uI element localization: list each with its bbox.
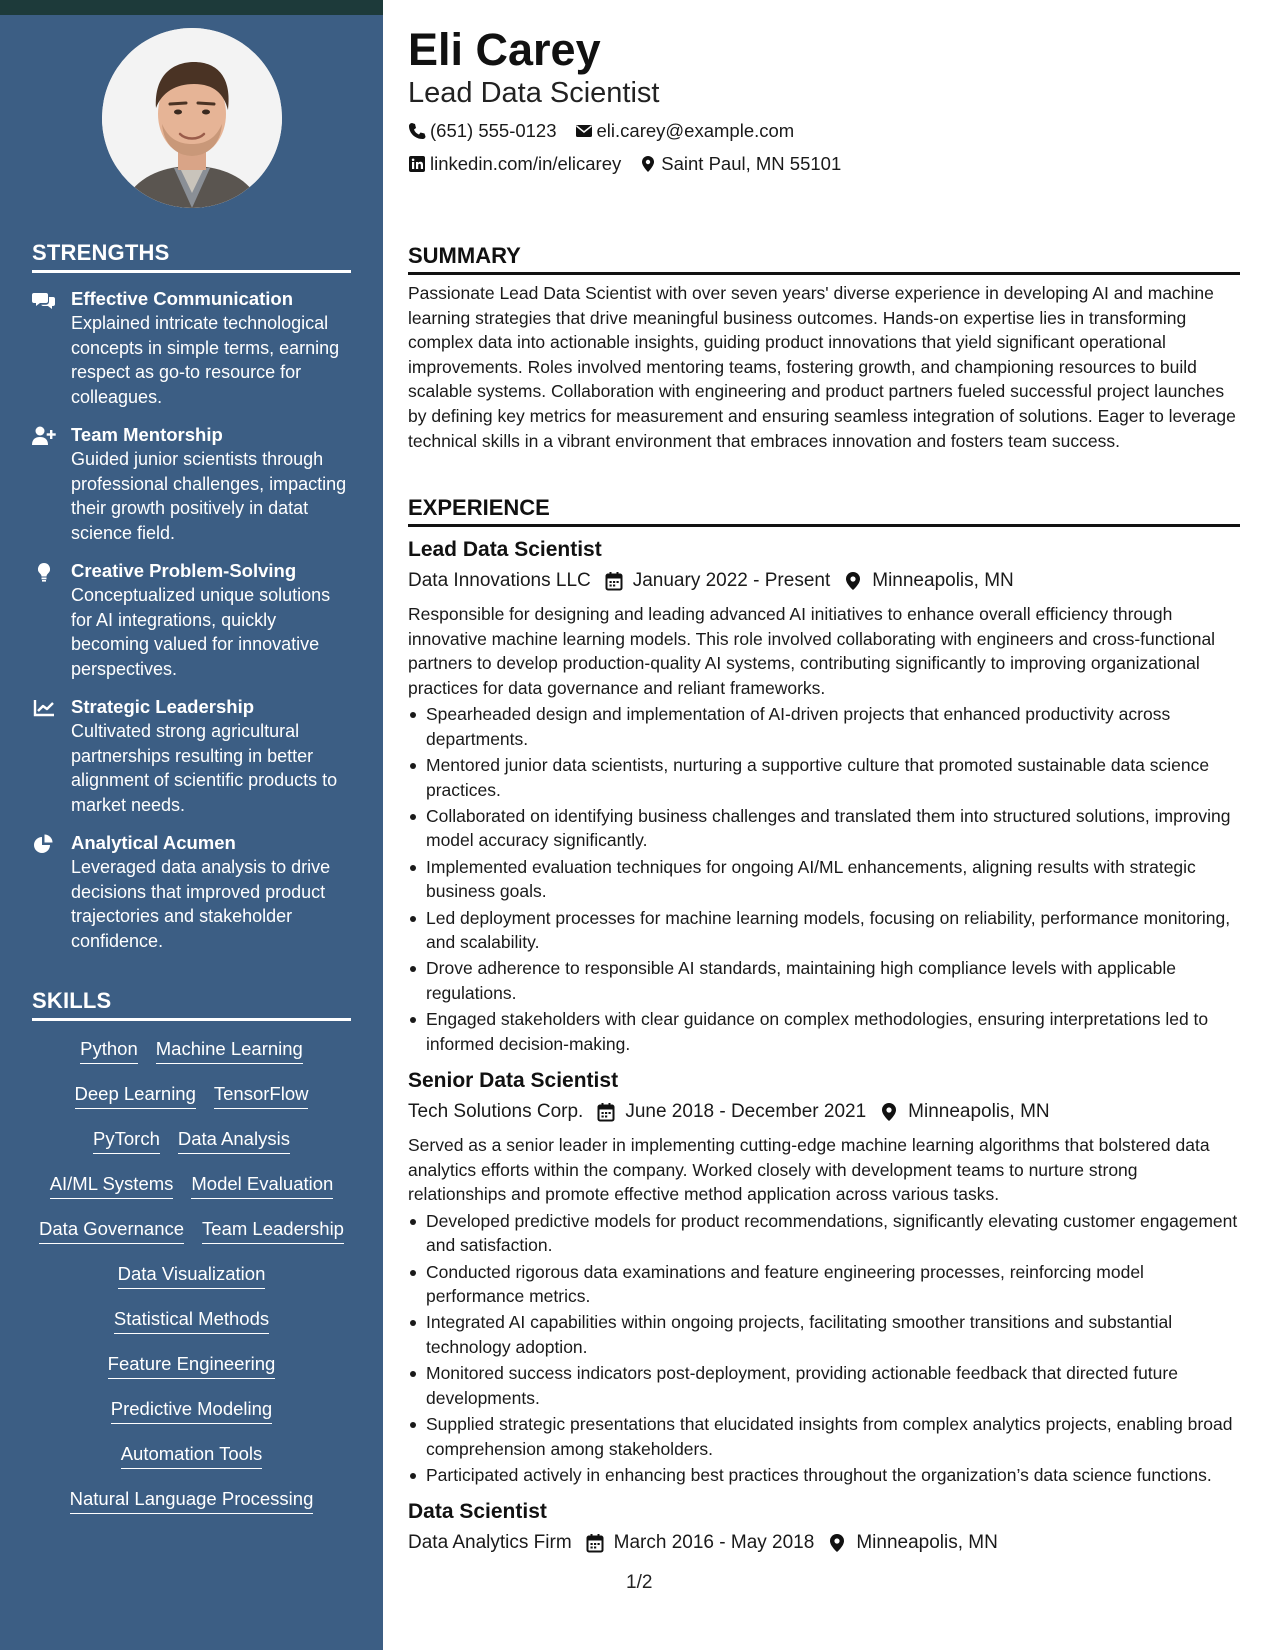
candidate-name: Eli Carey xyxy=(408,24,601,75)
skills-section xyxy=(32,988,351,1514)
map-pin-icon xyxy=(828,1533,846,1553)
job-bullet: Conducted rigorous data examinations and feature engineering processes, reinforcing model performance metrics. xyxy=(408,1260,1240,1309)
lightbulb-icon xyxy=(32,562,56,582)
calendar-icon xyxy=(605,571,623,591)
job-title: Senior Data Scientist xyxy=(408,1069,619,1093)
skill-tag: Automation Tools xyxy=(121,1442,263,1469)
job-description: Responsible for designing and leading advanced AI initiatives to enhance overall efficiency through innovative machine learning models. This role involved collaborating with engineers and cross-functional partners to develop production-quality AI systems, contributing significantly to improving organizational practices for data governance and reliant frameworks. xyxy=(408,604,1216,698)
strength-description: Conceptualized unique solutions for AI integrations, quickly becoming valued for innovative perspectives. xyxy=(71,585,331,679)
skill-row xyxy=(32,1397,351,1424)
job-entry xyxy=(408,537,1240,1056)
strength-title: Strategic Leadership xyxy=(71,696,255,717)
comments-icon xyxy=(32,290,56,310)
job-meta xyxy=(408,1099,1240,1125)
skill-tag: TensorFlow xyxy=(214,1082,309,1109)
linkedin-icon xyxy=(408,155,426,173)
job-meta xyxy=(408,1530,1240,1556)
skill-row xyxy=(32,1442,351,1469)
skill-row xyxy=(32,1127,351,1154)
skill-tag: AI/ML Systems xyxy=(50,1172,174,1199)
job-bullet: Monitored success indicators post-deployment, providing actionable feedback that directed future developments. xyxy=(408,1361,1240,1410)
job-title: Lead Data Scientist xyxy=(408,538,602,561)
skill-row xyxy=(32,1352,351,1379)
job-meta xyxy=(408,568,1240,594)
skill-tag: Natural Language Processing xyxy=(70,1487,314,1514)
sidebar-top-bar xyxy=(0,0,383,15)
contact-row xyxy=(408,153,1240,175)
strength-description: Leveraged data analysis to drive decisions that improved product trajectories and stakeholder confidence. xyxy=(71,857,331,951)
job-dates: March 2016 - May 2018 xyxy=(613,1532,815,1554)
contact-phone[interactable] xyxy=(408,120,557,142)
candidate-role: Lead Data Scientist xyxy=(408,77,660,109)
calendar-icon xyxy=(586,1533,604,1553)
profile-photo xyxy=(102,28,282,208)
summary-heading: SUMMARY xyxy=(408,243,1240,275)
strengths-heading: STRENGTHS xyxy=(32,240,351,273)
skill-tag: Predictive Modeling xyxy=(111,1397,272,1424)
job-bullet: Spearheaded design and implementation of AI-driven projects that enhanced productivity across departments. xyxy=(408,702,1240,751)
skill-row xyxy=(32,1262,351,1289)
skill-tag: Machine Learning xyxy=(156,1037,303,1064)
skill-tag: Data Visualization xyxy=(118,1262,266,1289)
job-bullets xyxy=(408,1209,1240,1487)
job-location: Minneapolis, MN xyxy=(856,1532,998,1554)
job-dates: June 2018 - December 2021 xyxy=(625,1101,867,1123)
experience-heading: EXPERIENCE xyxy=(408,495,1240,527)
job-bullet: Integrated AI capabilities within ongoing projects, facilitating smoother transitions and substantial technology adoption. xyxy=(408,1310,1240,1359)
page-number: 1/2 xyxy=(626,1572,653,1593)
job-description: Served as a senior leader in implementing cutting-edge machine learning algorithms that bolstered data analytics efforts within the company. Worked closely with development teams to nurture strong relationships and promote effective method application across various tasks. xyxy=(408,1135,1210,1205)
skill-tag: Python xyxy=(80,1037,138,1064)
map-pin-icon xyxy=(844,571,862,591)
skill-tag: Statistical Methods xyxy=(114,1307,269,1334)
linkedin-text: linkedin.com/in/elicarey xyxy=(430,153,622,174)
skill-tag: Feature Engineering xyxy=(108,1352,276,1379)
strength-title: Effective Communication xyxy=(71,288,294,309)
contact-location xyxy=(639,153,841,175)
skill-tag: Team Leadership xyxy=(202,1217,344,1244)
map-pin-icon xyxy=(880,1102,898,1122)
strength-item xyxy=(32,831,351,953)
skill-row xyxy=(32,1487,351,1514)
strength-title: Creative Problem-Solving xyxy=(71,560,297,581)
job-entry xyxy=(408,1499,1240,1556)
job-company: Data Analytics Firm xyxy=(408,1532,572,1554)
strength-description: Guided junior scientists through professional challenges, impacting their growth positively in datat science field. xyxy=(71,449,347,543)
skill-tag: Data Analysis xyxy=(178,1127,290,1154)
job-bullet: Engaged stakeholders with clear guidance on complex methodologies, ensuring interpretations led to informed decision-making. xyxy=(408,1007,1240,1056)
job-bullet: Developed predictive models for product recommendations, significantly elevating customer engagement and satisfaction. xyxy=(408,1209,1240,1258)
strengths-section xyxy=(32,240,351,953)
map-pin-icon xyxy=(639,155,657,173)
skill-row xyxy=(32,1307,351,1334)
job-bullets xyxy=(408,702,1240,1056)
skill-row xyxy=(32,1172,351,1199)
job-company: Data Innovations LLC xyxy=(408,570,591,591)
chart-line-icon xyxy=(32,698,56,718)
skill-tag: Data Governance xyxy=(39,1217,184,1244)
job-bullet: Collaborated on identifying business challenges and translated them into structured solutions, improving model accuracy significantly. xyxy=(408,804,1240,853)
location-text: Saint Paul, MN 55101 xyxy=(661,153,842,174)
job-bullet: Drove adherence to responsible AI standards, maintaining high compliance levels with applicable regulations. xyxy=(408,956,1240,1005)
strength-item xyxy=(32,287,351,409)
strength-description: Cultivated strong agricultural partnerships resulting in better alignment of scientific products to market needs. xyxy=(71,721,338,815)
job-dates: January 2022 - Present xyxy=(632,570,831,591)
job-company: Tech Solutions Corp. xyxy=(408,1101,584,1123)
skill-row xyxy=(32,1037,351,1064)
skill-tag: Deep Learning xyxy=(75,1082,196,1109)
strength-item xyxy=(32,695,351,817)
strength-title: Team Mentorship xyxy=(71,424,223,445)
skill-row xyxy=(32,1217,351,1244)
job-location: Minneapolis, MN xyxy=(908,1101,1050,1123)
skill-row xyxy=(32,1082,351,1109)
job-title: Data Scientist xyxy=(408,1500,547,1524)
job-bullet: Participated actively in enhancing best practices throughout the organization’s data science functions. xyxy=(408,1463,1240,1487)
job-location: Minneapolis, MN xyxy=(872,570,1014,591)
phone-text: (651) 555-0123 xyxy=(430,120,557,141)
contact-email[interactable] xyxy=(575,120,795,142)
job-bullet: Implemented evaluation techniques for ongoing AI/ML enhancements, aligning results with strategic business goals. xyxy=(408,855,1240,904)
phone-icon xyxy=(408,122,426,140)
job-bullet: Mentored junior data scientists, nurturing a supportive culture that promoted sustainable data science practices. xyxy=(408,753,1240,802)
sidebar xyxy=(0,0,383,1650)
envelope-icon xyxy=(575,122,593,140)
job-bullet: Led deployment processes for machine learning models, focusing on reliability, performance monitoring, and scalability. xyxy=(408,906,1240,955)
strength-item xyxy=(32,423,351,545)
strength-title: Analytical Acumen xyxy=(71,832,236,853)
email-text: eli.carey@example.com xyxy=(596,120,795,141)
job-entry xyxy=(408,1068,1240,1487)
calendar-icon xyxy=(597,1102,615,1122)
experience-section xyxy=(408,495,1240,1556)
strength-item xyxy=(32,559,351,681)
contact-linkedin[interactable] xyxy=(408,153,621,175)
strength-description: Explained intricate technological concepts in simple terms, earning respect as go-to resource for colleagues. xyxy=(71,313,340,407)
skill-tag: PyTorch xyxy=(93,1127,160,1154)
chart-pie-icon xyxy=(32,834,56,854)
skills-heading: SKILLS xyxy=(32,988,351,1021)
contact-row xyxy=(408,120,1240,142)
resume-header xyxy=(408,24,1240,175)
summary-section xyxy=(408,243,1240,453)
summary-text: Passionate Lead Data Scientist with over seven years' diverse experience in developing AI and machine learning strategies that drive meaningful business outcomes. Hands-on expertise lies in transforming complex data into actionable insights, guiding product innovations that yield significant operational improvements. Roles involved mentoring teams, fostering growth, and championing resources to build scalable systems. Collaboration with engineering and product partners fueled successful project launches by defining key metrics for measurement and ensuring seamless integration of solutions. Eager to leverage technical skills in a vibrant environment that embraces innovation and fosters team success. xyxy=(408,283,1236,451)
job-bullet: Supplied strategic presentations that elucidated insights from complex analytics projects, enabling broad comprehension among stakeholders. xyxy=(408,1412,1240,1461)
skill-tag: Model Evaluation xyxy=(191,1172,333,1199)
user-plus-icon xyxy=(32,426,56,446)
